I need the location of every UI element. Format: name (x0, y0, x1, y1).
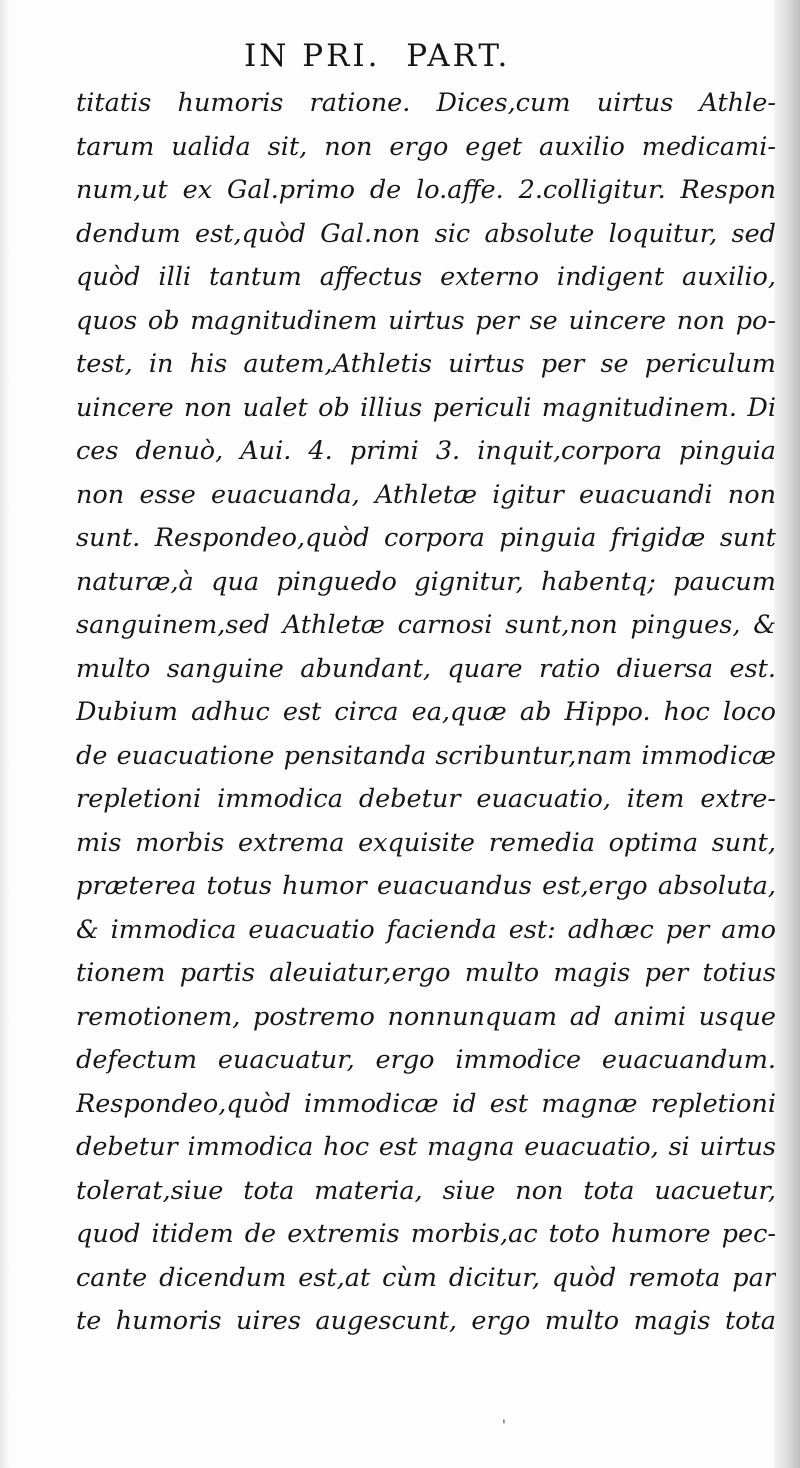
text-line: & immodica euacuatio facienda est: adhæc per amo (76, 914, 776, 945)
body-text (76, 82, 776, 1344)
text-line: multo sanguine abundant, quare ratio diuersa est. (76, 653, 776, 684)
page-gutter-shadow (0, 0, 10, 1468)
text-line: non esse euacuanda, Athletæ igitur euacuandi non (76, 479, 776, 510)
text-line: ces denuò, Aui. 4. primi 3. inquit,corpora pinguia (76, 436, 776, 466)
text-line: num,ut ex Gal.primo de lo.affe. 2.colligitur. Respon (76, 175, 776, 205)
text-line: tionem partis aleuiatur,ergo multo magis per totius (76, 958, 776, 988)
text-line: remotionem, postremo nonnunquam ad animi usque (76, 1001, 776, 1032)
text-line: tarum ualida sit, non ergo eget auxilio medicami- (76, 131, 776, 162)
text-line: titatis humoris ratione. Dices,cum uirtus Athle- (76, 88, 776, 118)
text-line: defectum euacuatur, ergo immodice euacuandum. (76, 1045, 776, 1075)
text-line: test, in his autem,Athletis uirtus per se periculum (76, 349, 776, 379)
page-speck: ' (502, 1418, 506, 1434)
text-line: repletioni immodica debetur euacuatio, item extre- (76, 784, 776, 814)
text-line: naturæ,à qua pinguedo gignitur, habentq; paucum (76, 566, 776, 597)
text-line: Respondeo,quòd immodicæ id est magnæ repletioni (76, 1088, 776, 1119)
page-edge-shadow (774, 0, 800, 1468)
text-line: quos ob magnitudinem uirtus per se uincere non po- (76, 305, 776, 336)
text-line: cante dicendum est,at cùm dicitur, quòd remota par (76, 1262, 776, 1293)
text-line: Dubium adhuc est circa ea,quæ ab Hippo. hoc loco (76, 697, 776, 727)
text-line: debetur immodica hoc est magna euacuatio, si uirtus (76, 1132, 776, 1162)
text-line: te humoris uires augescunt, ergo multo magis tota (76, 1306, 776, 1336)
text-line: præterea totus humor euacuandus est,ergo absoluta, (76, 871, 776, 901)
running-header: IN PRI. PART. (244, 38, 511, 74)
text-line: tolerat,siue tota materia, siue non tota uacuetur, (76, 1175, 776, 1206)
text-line: dendum est,quòd Gal.non sic absolute loquitur, sed (76, 218, 776, 249)
text-line: uincere non ualet ob illius periculi magnitudinem. Di (76, 392, 776, 423)
text-line: mis morbis extrema exquisite remedia optima sunt, (76, 827, 776, 858)
text-line: sunt. Respondeo,quòd corpora pinguia frigidæ sunt (76, 523, 776, 553)
text-line: quod itidem de extremis morbis,ac toto humore pec- (76, 1219, 776, 1249)
text-line: quòd illi tantum affectus externo indigent auxilio, (76, 262, 776, 292)
text-line: sanguinem,sed Athletæ carnosi sunt,non pingues, & (76, 610, 776, 640)
text-line: de euacuatione pensitanda scribuntur,nam immodicæ (76, 740, 776, 771)
